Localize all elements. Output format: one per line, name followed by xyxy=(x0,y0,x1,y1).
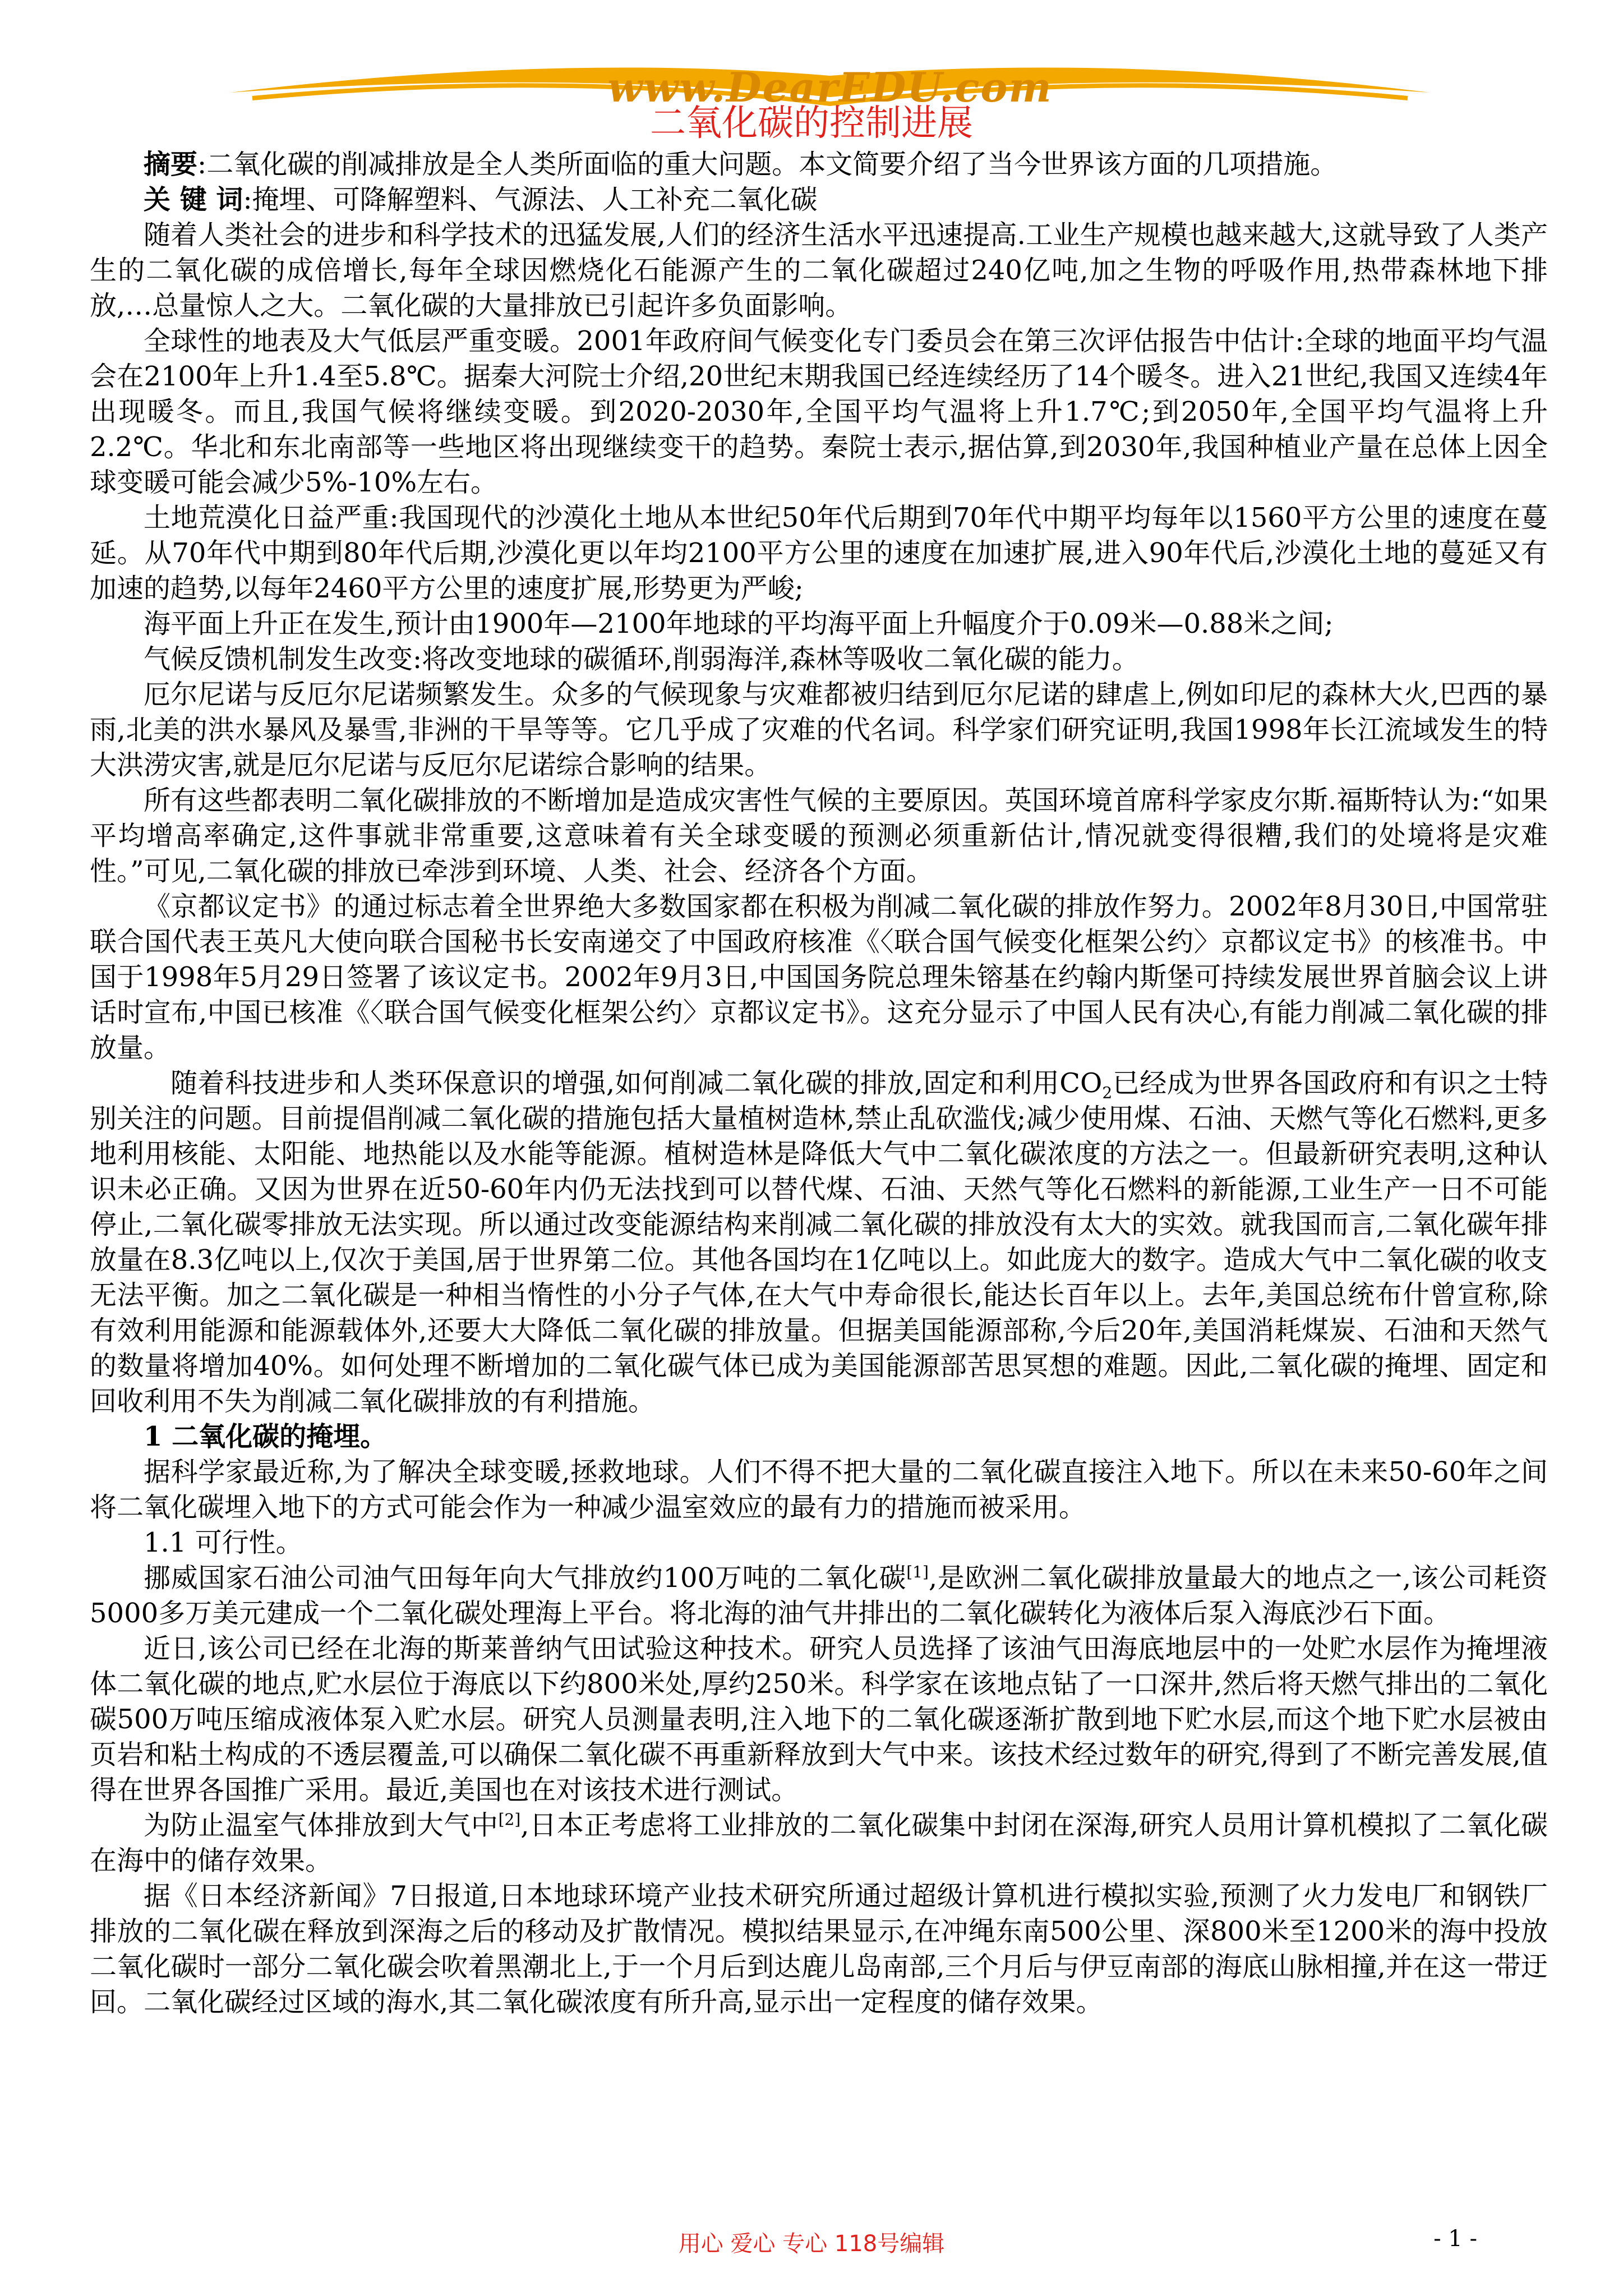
co2-text-after: 已经成为世界各国政府和有识之士特别关注的问题。目前提倡削减二氧化碳的措施包括大量植树造林,禁止乱砍滥伐;减少使用煤、石油、天燃气等化石燃料,更多地利用核能、太阳能、地热能以及水能等能源。植树造林是降低大气中二氧化碳浓度的方法之一。但最新研究表明,这种认识未必正确。又因为世界在近50-60年内仍无法找到可以替代煤、石油、天然气等化石燃料的新能源,工业生产一日不可能停止,二氧化碳零排放无法实现。所以通过改变能源结构来削减二氧化碳的排放没有太大的实效。就我国而言,二氧化碳年排放量在8.3亿吨以上,仅次于美国,居于世界第二位。其他各国均在1亿吨以上。如此庞大的数字。造成大气中二氧化碳的收支无法平衡。加之二氧化碳是一种相当惰性的小分子气体,在大气中寿命很长,能达长百年以上。去年,美国总统布什曾宣称,除有效利用能源和能源载体外,还要大大降低二氧化碳的排放量。但据美国能源部称,今后20年,美国消耗煤炭、石油和天然气的数量将增加40%。如何处理不断增加的二氧化碳气体已成为美国能源部苦思冥想的难题。因此,二氧化碳的掩埋、固定和回收利用不失为削减二氧化碳排放的有利措施。 xyxy=(90,1068,1548,1417)
text: 为防止温室气体排放到大气中 xyxy=(144,1810,499,1841)
page-number: - 1 - xyxy=(1433,2226,1477,2252)
paragraph: 全球性的地表及大气低层严重变暖。2001年政府间气候变化专门委员会在第三次评估报告中估计:全球的地面平均气温会在2100年上升1.4至5.8℃。据秦大河院士介绍,20世纪末期我国已经连续经历了14个暖冬。进入21世纪,我国又连续4年出现暖冬。而且,我国气候将继续变暖。到2020-2030年,全国平均气温将上升1.7℃;到2050年,全国平均气温将上升2.2℃。华北和东北南部等一些地区将出现继续变干的趋势。秦院士表示,据估算,到2030年,我国种植业产量在总体上因全球变暖可能会减少5%-10%左右。 xyxy=(90,325,1548,498)
paragraph: 据《日本经济新闻》7日报道,日本地球环境产业技术研究所通过超级计算机进行模拟实验,预测了火力发电厂和钢铁厂排放的二氧化碳在释放到深海之后的移动及扩散情况。模拟结果显示,在冲绳东南500公里、深800米至1200米的海中投放二氧化碳时一部分二氧化碳会吹着黑潮北上,于一个月后到达鹿儿岛南部,三个月后与伊豆南部的海底山脉相撞,并在这一带迂回。二氧化碳经过区域的海水,其二氧化碳浓度有所升高,显示出一定程度的储存效果。 xyxy=(90,1880,1548,2018)
text: 挪威国家石油公司油气田每年向大气排放约100万吨的二氧化碳 xyxy=(144,1562,907,1594)
paragraph: 据科学家最近称,为了解决全球变暖,拯救地球。人们不得不把大量的二氧化碳直接注入地下。所以在未来50-60年之间将二氧化碳埋入地下的方式可能会作为一种减少温室效应的最有力的措施而被采用。 xyxy=(90,1456,1548,1523)
co2-text-before: 随着科技进步和人类环保意识的增强,如何削减二氧化碳的排放,固定和利用CO xyxy=(170,1068,1103,1099)
page-title: 二氧化碳的控制进展 xyxy=(650,103,973,144)
paragraph: 土地荒漠化日益严重:我国现代的沙漠化土地从本世纪50年代后期到70年代中期平均每年以1560平方公里的速度在蔓延。从70年代中期到80年代后期,沙漠化更以年均2100平方公里的速度在加速扩展,进入90年代后,沙漠化土地的蔓延又有加速的趋势,以每年2460平方公里的速度扩展,形势更为严峻; xyxy=(90,502,1548,604)
keywords xyxy=(90,182,1548,218)
text: ,是欧洲二氧化碳排放量最大的地点之一,该公司耗资5000多万美元建成一个二氧化碳处理海上平台。将北海的油气井排出的二氧化碳转化为液体后泵入海底沙石下面。 xyxy=(90,1562,1548,1629)
paragraph: 厄尔尼诺与反厄尔尼诺频繁发生。众多的气候现象与灾难都被归结到厄尔尼诺的肆虐上,例如印尼的森林大火,巴西的暴雨,北美的洪水暴风及暴雪,非洲的干旱等等。它几乎成了灾难的代名词。科学家们研究证明,我国1998年长江流域发生的特大洪涝灾害,就是厄尔尼诺与反厄尔尼诺综合影响的结果。 xyxy=(90,679,1548,781)
citation-ref: [1] xyxy=(906,1563,929,1581)
keywords-label: 关 键 词 xyxy=(144,184,243,215)
abstract-text: :二氧化碳的削减排放是全人类所面临的重大问题。本文简要介绍了当今世界该方面的几项措施。 xyxy=(197,149,1338,180)
paragraph: 随着人类社会的进步和科学技术的迅猛发展,人们的经济生活水平迅速提高.工业生产规模也越来越大,这就导致了人类产生的二氧化碳的成倍增长,每年全球因燃烧化石能源产生的二氧化碳超过240亿吨,加之生物的呼吸作用,热带森林地下排放,…总量惊人之大。二氧化碳的大量排放已引起许多负面影响。 xyxy=(90,219,1548,321)
site-url: www.DearEDU.com xyxy=(607,63,1053,111)
citation-ref: [2] xyxy=(498,1810,521,1829)
co2-subscript: 2 xyxy=(1102,1083,1113,1102)
abstract xyxy=(90,147,1548,182)
paragraph: 气候反馈机制发生改变:将改变地球的碳循环,削弱海洋,森林等吸收二氧化碳的能力。 xyxy=(144,643,1139,675)
paragraph xyxy=(90,1808,1548,1879)
article-body xyxy=(90,147,1548,2020)
subsection-heading: 1.1 可行性。 xyxy=(144,1527,303,1558)
section-heading: 1 二氧化碳的掩埋。 xyxy=(144,1421,388,1452)
paragraph-co2 xyxy=(90,1066,1548,1419)
footer-text: 用心 爱心 专心 118号编辑 xyxy=(678,2231,945,2257)
abstract-label: 摘要 xyxy=(144,149,198,180)
paragraph: 海平面上升正在发生,预计由1900年—2100年地球的平均海平面上升幅度介于0.09米—0.88米之间; xyxy=(144,608,1334,639)
paragraph: 近日,该公司已经在北海的斯莱普纳气田试验这种技术。研究人员选择了该油气田海底地层中的一处贮水层作为掩埋液体二氧化碳的地点,贮水层位于海底以下约800米处,厚约250米。科学家在该地点钻了一口深井,然后将天燃气排出的二氧化碳500万吨压缩成液体泵入贮水层。研究人员测量表明,注入地下的二氧化碳逐渐扩散到地下贮水层,而这个地下贮水层被由页岩和粘土构成的不透层覆盖,可以确保二氧化碳不再重新释放到大气中来。该技术经过数年的研究,得到了不断完善发展,值得在世界各国推广采用。最近,美国也在对该技术进行测试。 xyxy=(90,1633,1548,1806)
paragraph xyxy=(90,1561,1548,1631)
keywords-text: :掩埋、可降解塑料、气源法、人工补充二氧化碳 xyxy=(243,184,818,215)
paragraph: 《京都议定书》的通过标志着全世界绝大多数国家都在积极为削减二氧化碳的排放作努力。2002年8月30日,中国常驻联合国代表王英凡大使向联合国秘书长安南递交了中国政府核准《〈联合国气候变化框架公约〉京都议定书》的核准书。中国于1998年5月29日签署了该议定书。2002年9月3日,中国国务院总理朱镕基在约翰内斯堡可持续发展世界首脑会议上讲话时宣布,中国已核准《〈联合国气候变化框架公约〉京都议定书》。这充分显示了中国人民有决心,有能力削减二氧化碳的排放量。 xyxy=(90,891,1548,1064)
paragraph: 所有这些都表明二氧化碳排放的不断增加是造成灾害性气候的主要原因。英国环境首席科学家皮尔斯.福斯特认为:“如果平均增高率确定,这件事就非常重要,这意味着有关全球变暖的预测必须重新估计,情况就变得很糟,我们的处境将是灾难性。”可见,二氧化碳的排放已牵涉到环境、人类、社会、经济各个方面。 xyxy=(90,785,1548,887)
text: ,日本正考虑将工业排放的二氧化碳集中封闭在深海,研究人员用计算机模拟了二氧化碳在海中的储存效果。 xyxy=(90,1810,1548,1876)
